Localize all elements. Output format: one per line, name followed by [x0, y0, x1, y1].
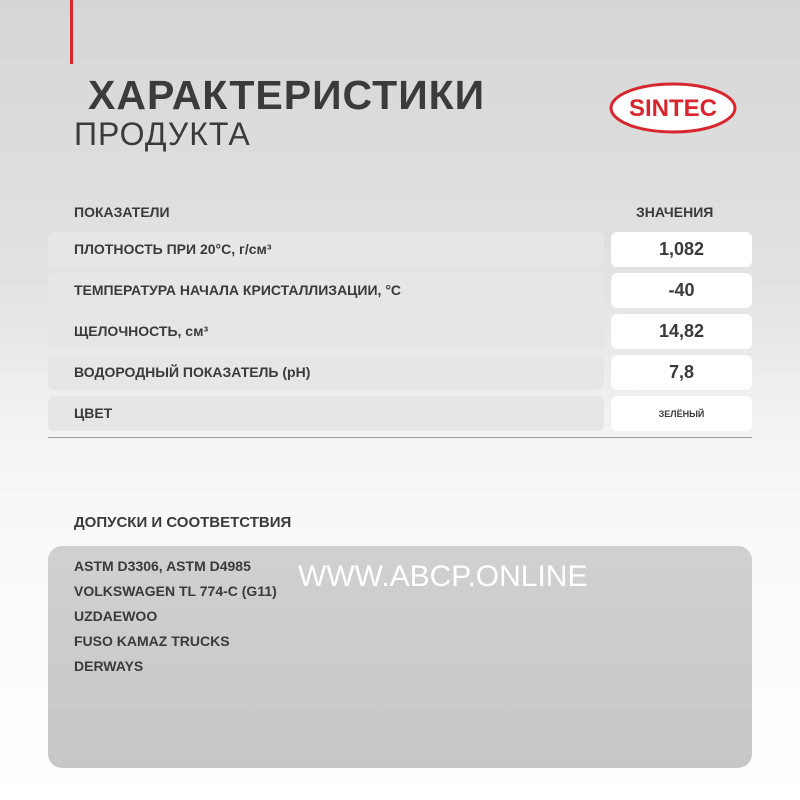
- table-row: [48, 396, 604, 431]
- row-value: 7,8: [611, 355, 752, 390]
- approval-item: VOLKSWAGEN TL 774-C (G11): [74, 583, 277, 599]
- approvals-title: ДОПУСКИ И СООТВЕТСТВИЯ: [74, 514, 292, 531]
- row-label: ЦВЕТ: [74, 405, 113, 421]
- row-label: ПЛОТНОСТЬ ПРИ 20°C, г/см³: [74, 241, 272, 257]
- accent-line: [70, 0, 73, 64]
- approval-item: FUSO KAMAZ TRUCKS: [74, 633, 230, 649]
- watermark: WWW.ABCP.ONLINE: [298, 560, 588, 593]
- approval-item: ASTM D3306, ASTM D4985: [74, 558, 251, 574]
- column-header-values: ЗНАЧЕНИЯ: [636, 204, 714, 220]
- column-header-indicators: ПОКАЗАТЕЛИ: [74, 204, 170, 220]
- table-divider: [48, 437, 752, 438]
- brand-name: SINTEC: [628, 95, 718, 122]
- row-value: -40: [611, 273, 752, 308]
- page-title: ХАРАКТЕРИСТИКИ: [88, 72, 486, 118]
- sintec-logo: [609, 82, 737, 134]
- row-label: ТЕМПЕРАТУРА НАЧАЛА КРИСТАЛЛИЗАЦИИ, °C: [74, 282, 402, 298]
- row-label: ВОДОРОДНЫЙ ПОКАЗАТЕЛЬ (pH): [74, 364, 311, 380]
- approval-item: DERWAYS: [74, 658, 144, 674]
- row-value: 14,82: [611, 314, 752, 349]
- page-subtitle: ПРОДУКТА: [74, 116, 251, 152]
- row-value: ЗЕЛЁНЫЙ: [611, 396, 752, 431]
- approval-item: UZDAEWOO: [74, 608, 158, 624]
- row-value: 1,082: [611, 232, 752, 267]
- row-label: ЩЕЛОЧНОСТЬ, см³: [74, 323, 209, 339]
